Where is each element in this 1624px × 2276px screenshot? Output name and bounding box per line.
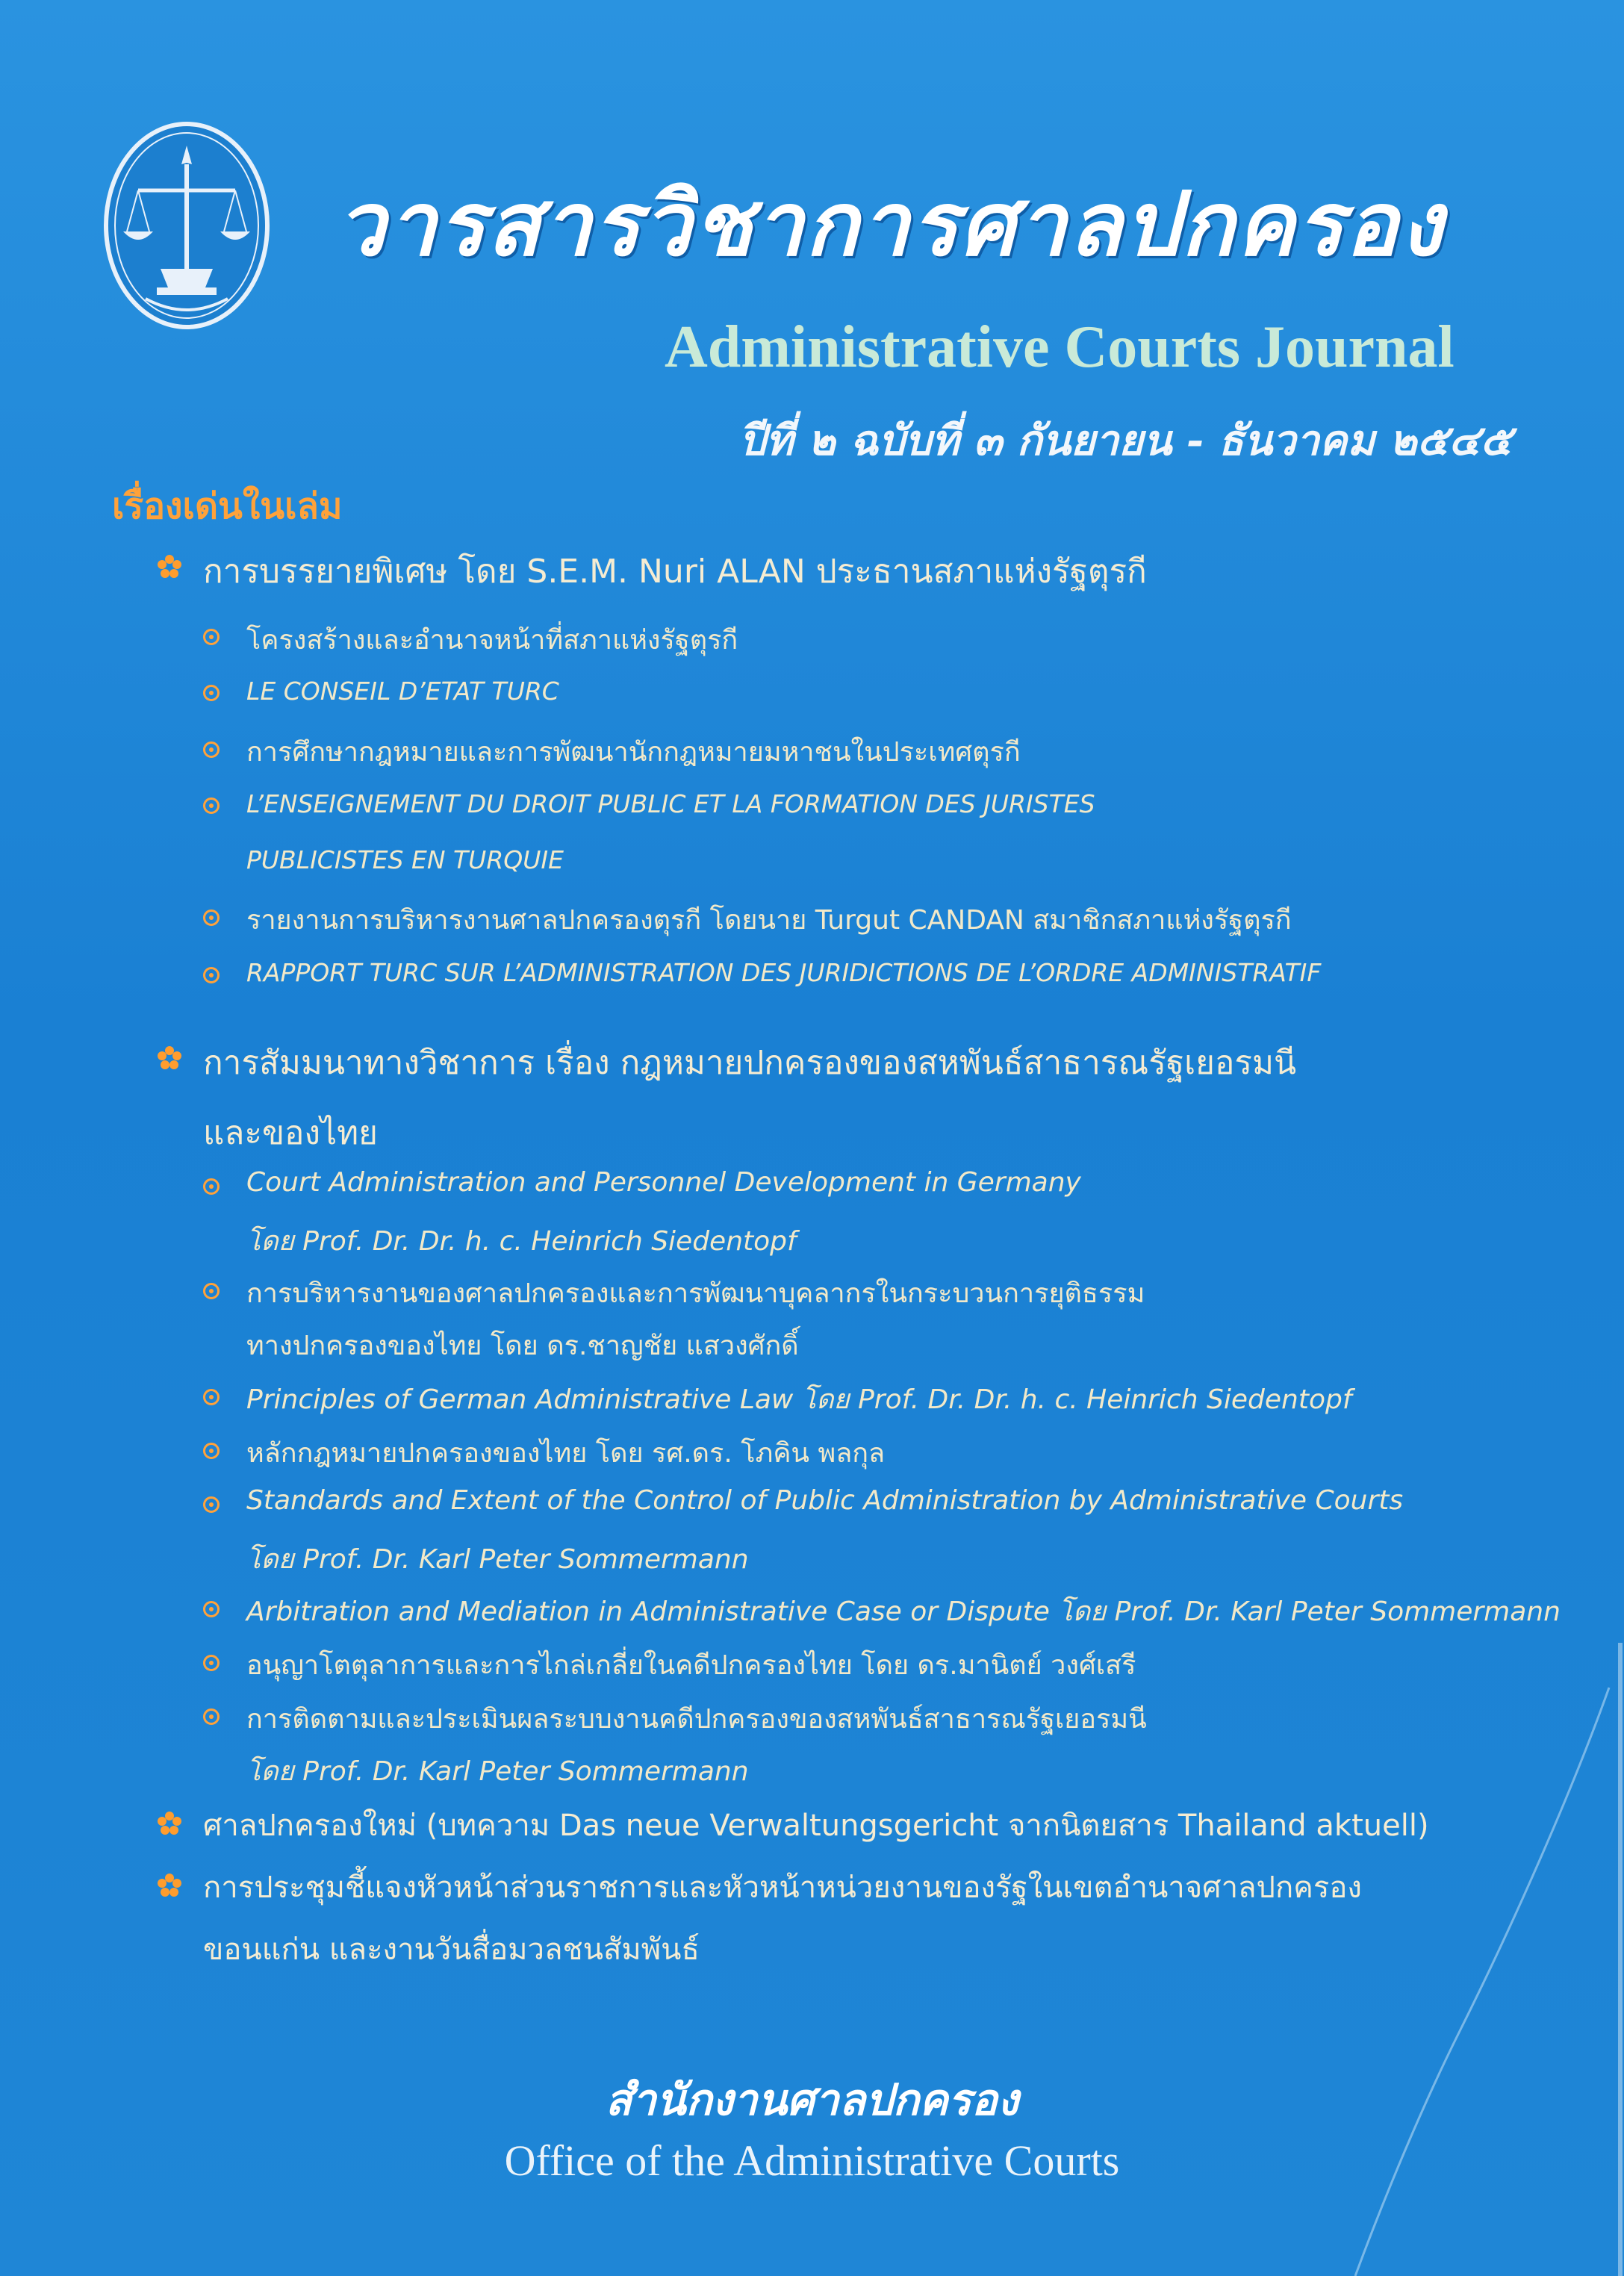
circle-bullet-icon (203, 1601, 220, 1617)
list-item: รายงานการบริหารงานศาลปกครองตุรกี โดยนาย Turgut CANDAN สมาชิกสภาแห่งรัฐตุรกี (246, 905, 1292, 936)
circle-bullet-icon (203, 1389, 220, 1405)
list-item: Principles of German Administrative Law โดย Prof. Dr. Dr. h. c. Heinrich Siedentopf (246, 1384, 1352, 1415)
list-item-continued: ทางปกครองของไทย โดย ดร.ชาญชัย แสวงศักดิ์ (246, 1331, 799, 1361)
list-item: หลักกฎหมายปกครองของไทย โดย รศ.ดร. โภคิน พลกุล (246, 1438, 886, 1469)
section-heading: การประชุมชี้แจงหัวหน้าส่วนราชการและหัวหน้าหน่วยงานของรัฐในเขตอำนาจศาลปกครอง (203, 1871, 1362, 1905)
section-heading: การสัมมนาทางวิชาการ เรื่อง กฎหมายปกครองของสหพันธ์สาธารณรัฐเยอรมนี (203, 1044, 1297, 1082)
list-item: โครงสร้างและอำนาจหน้าที่สภาแห่งรัฐตุรกี (246, 625, 738, 656)
flower-icon (157, 554, 182, 579)
cover-scratch-mark (1325, 1643, 1624, 2276)
highlights-heading: เรื่องเด่นในเล่ม (112, 485, 343, 527)
list-item: การติดตามและประเมินผลระบบงานคดีปกครองของสหพันธ์สาธารณรัฐเยอรมนี (246, 1704, 1147, 1735)
circle-bullet-icon (203, 685, 220, 701)
circle-bullet-icon (203, 1655, 220, 1671)
list-item: Standards and Extent of the Control of Public Administration by Administrative Courts (246, 1485, 1404, 1516)
circle-bullet-icon (203, 1178, 220, 1195)
list-item: LE CONSEIL D’ETAT TURC (246, 677, 559, 706)
list-item-continued: โดย Prof. Dr. Karl Peter Sommermann (246, 1756, 749, 1787)
list-item: Arbitration and Mediation in Administrative Case or Dispute โดย Prof. Dr. Karl Peter Sommermann (246, 1596, 1561, 1627)
list-item: การศึกษากฎหมายและการพัฒนานักกฎหมายมหาชนในประเทศตุรกี (246, 737, 1021, 768)
circle-bullet-icon (203, 797, 220, 814)
section-heading-continued: ขอนแก่น และงานวันสื่อมวลชนสัมพันธ์ (203, 1933, 700, 1967)
list-item: RAPPORT TURC SUR L’ADMINISTRATION DES JURIDICTIONS DE L’ORDRE ADMINISTRATIF (246, 958, 1322, 987)
journal-title-english: Administrative Courts Journal (665, 314, 1455, 380)
circle-bullet-icon (203, 1443, 220, 1459)
list-item: L’ENSEIGNEMENT DU DROIT PUBLIC ET LA FORMATION DES JURISTES (246, 789, 1095, 818)
circle-bullet-icon (203, 741, 220, 758)
circle-bullet-icon (203, 1708, 220, 1725)
list-item-continued: โดย Prof. Dr. Karl Peter Sommermann (246, 1544, 749, 1575)
flower-icon (157, 1873, 182, 1898)
publisher-thai: สำนักงานศาลปกครอง (605, 2074, 1019, 2125)
court-emblem-icon (101, 119, 273, 332)
circle-bullet-icon (203, 910, 220, 926)
flower-icon (157, 1811, 182, 1836)
list-item-continued: PUBLICISTES EN TURQUIE (246, 845, 564, 874)
circle-bullet-icon (203, 1283, 220, 1299)
circle-bullet-icon (203, 1496, 220, 1513)
section-heading: ศาลปกครองใหม่ (บทความ Das neue Verwaltungsgericht จากนิตยสาร Thailand aktuell) (203, 1809, 1429, 1843)
journal-title-thai: วารสารวิชาการศาลปกครอง (336, 172, 1444, 276)
circle-bullet-icon (203, 629, 220, 645)
list-item: การบริหารงานของศาลปกครองและการพัฒนาบุคลากรในกระบวนการยุติธรรม (246, 1278, 1145, 1309)
circle-bullet-icon (203, 967, 220, 983)
issue-info: ปีที่ ๒ ฉบับที่ ๓ กันยายน - ธันวาคม ๒๕๔๕ (739, 416, 1512, 465)
section-heading: การบรรยายพิเศษ โดย S.E.M. Nuri ALAN ประธานสภาแห่งรัฐตุรกี (203, 553, 1147, 591)
publisher-english: Office of the Administrative Courts (504, 2136, 1120, 2185)
section-heading-continued: และของไทย (203, 1114, 378, 1152)
flower-icon (157, 1045, 182, 1071)
list-item-continued: โดย Prof. Dr. Dr. h. c. Heinrich Siedentopf (246, 1226, 797, 1257)
list-item: Court Administration and Personnel Development in Germany (246, 1167, 1081, 1198)
list-item: อนุญาโตตุลาการและการไกล่เกลี่ยในคดีปกครองไทย โดย ดร.มานิตย์ วงศ์เสรี (246, 1650, 1136, 1681)
